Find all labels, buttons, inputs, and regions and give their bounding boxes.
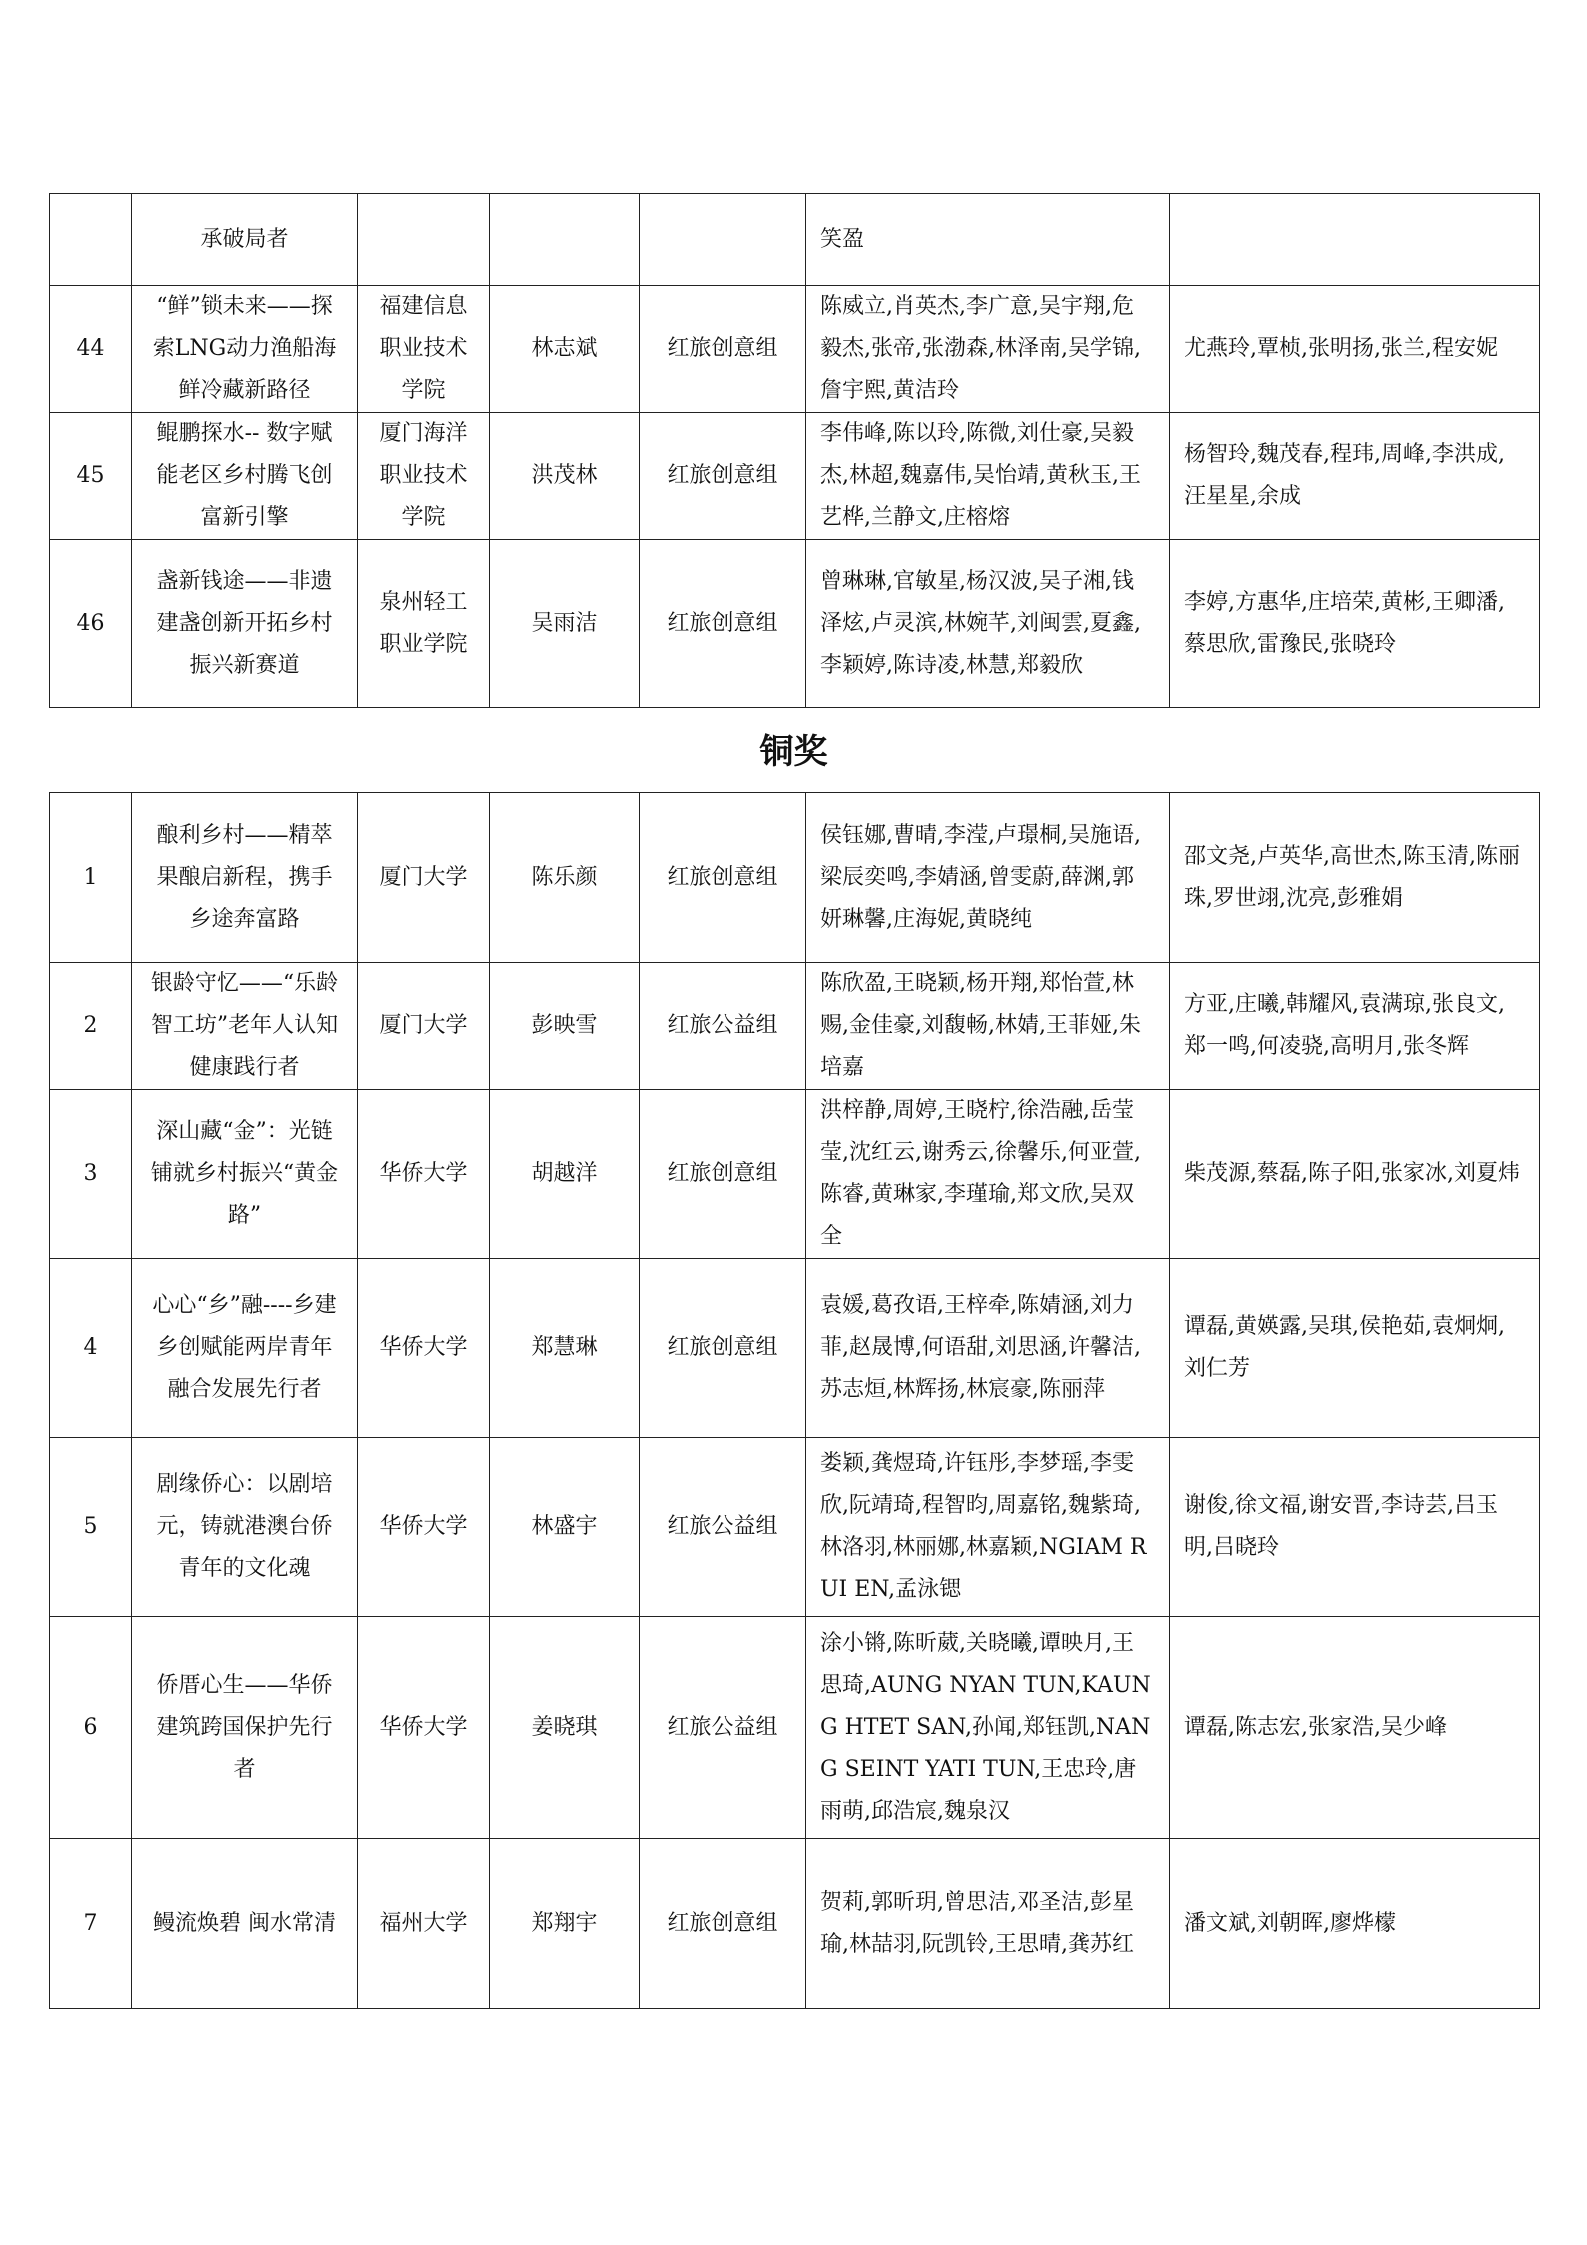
row-number: 5 [50, 1438, 132, 1617]
project-name: 心心“乡”融----乡建乡创赋能两岸青年融合发展先行者 [132, 1259, 358, 1438]
project-name: 银龄守忆——“乐龄智工坊”老年人认知健康践行者 [132, 963, 358, 1090]
entry-group: 红旅创意组 [640, 413, 806, 540]
project-name: 盏新钱途——非遗建盏创新开拓乡村振兴新赛道 [132, 540, 358, 708]
row-number: 7 [50, 1839, 132, 2009]
team-members: 李伟峰,陈以玲,陈微,刘仕豪,吴毅杰,林超,魏嘉伟,吴怡靖,黄秋玉,王艺桦,兰静文,庄榕熔 [806, 413, 1170, 540]
row-number: 4 [50, 1259, 132, 1438]
advisor-teachers: 方亚,庄曦,韩耀风,袁满琼,张良文,郑一鸣,何凌骁,高明月,张冬辉 [1170, 963, 1540, 1090]
team-leader: 陈乐颜 [490, 793, 640, 963]
school-name: 华侨大学 [358, 1617, 490, 1839]
team-leader: 姜晓琪 [490, 1617, 640, 1839]
project-name: 深山藏“金”：光链铺就乡村振兴“黄金路” [132, 1090, 358, 1259]
table-row [50, 286, 1540, 413]
school-name: 厦门大学 [358, 793, 490, 963]
row-number [50, 194, 132, 286]
award-table-continued [49, 193, 1540, 708]
entry-group: 红旅公益组 [640, 1438, 806, 1617]
entry-group: 红旅创意组 [640, 1090, 806, 1259]
school-name: 华侨大学 [358, 1438, 490, 1617]
row-number: 44 [50, 286, 132, 413]
team-members: 涂小锵,陈昕葳,关晓曦,谭映月,王思琦,AUNG NYAN TUN,KAUNG HTET SAN,孙闻,郑钰凯,NANG SEINT YATI TUN,王忠玲,唐雨萌,邱浩宸,魏泉汉 [806, 1617, 1170, 1839]
team-members: 贺莉,郭昕玥,曾思洁,邓圣洁,彭星瑜,林喆羽,阮凯铃,王思晴,龚苏红 [806, 1839, 1170, 2009]
advisor-teachers: 尤燕玲,覃桢,张明扬,张兰,程安妮 [1170, 286, 1540, 413]
team-members: 曾琳琳,官敏星,杨汉波,吴子湘,钱泽炫,卢灵滨,林婉芊,刘闽雲,夏鑫,李颖婷,陈诗凌,林慧,郑毅欣 [806, 540, 1170, 708]
advisor-teachers: 潘文斌,刘朝晖,廖烨檬 [1170, 1839, 1540, 2009]
school-name: 福州大学 [358, 1839, 490, 2009]
team-members: 娄颖,龚煜琦,许钰彤,李梦瑶,李雯欣,阮靖琦,程智昀,周嘉铭,魏紫琦,林洛羽,林丽娜,林嘉颖,NGIAM RUI EN,孟泳锶 [806, 1438, 1170, 1617]
entry-group: 红旅创意组 [640, 1839, 806, 2009]
row-number: 45 [50, 413, 132, 540]
row-number: 1 [50, 793, 132, 963]
table-row [50, 1839, 1540, 2009]
table-row [50, 793, 1540, 963]
team-leader: 胡越洋 [490, 1090, 640, 1259]
school-name: 厦门大学 [358, 963, 490, 1090]
advisor-teachers: 邵文尧,卢英华,高世杰,陈玉清,陈丽珠,罗世翊,沈亮,彭雅娟 [1170, 793, 1540, 963]
table-row [50, 540, 1540, 708]
advisor-teachers: 李婷,方惠华,庄培荣,黄彬,王卿潘,蔡思欣,雷豫民,张晓玲 [1170, 540, 1540, 708]
table-row [50, 1617, 1540, 1839]
team-members: 陈欣盈,王晓颖,杨开翔,郑怡萱,林赐,金佳豪,刘馥畅,林婧,王菲娅,朱培嘉 [806, 963, 1170, 1090]
entry-group: 红旅创意组 [640, 793, 806, 963]
team-leader: 林志斌 [490, 286, 640, 413]
advisor-teachers: 谭磊,陈志宏,张家浩,吴少峰 [1170, 1617, 1540, 1839]
table-row [50, 1438, 1540, 1617]
project-name: 鳗流焕碧 闽水常清 [132, 1839, 358, 2009]
team-leader: 洪茂林 [490, 413, 640, 540]
project-name: 剧缘侨心：以剧培元，铸就港澳台侨青年的文化魂 [132, 1438, 358, 1617]
advisor-teachers: 谢俊,徐文福,谢安晋,李诗芸,吕玉明,吕晓玲 [1170, 1438, 1540, 1617]
row-number: 46 [50, 540, 132, 708]
team-leader: 吴雨洁 [490, 540, 640, 708]
team-leader [490, 194, 640, 286]
row-number: 2 [50, 963, 132, 1090]
table-row [50, 194, 1540, 286]
school-name: 华侨大学 [358, 1259, 490, 1438]
team-leader: 郑翔宇 [490, 1839, 640, 2009]
project-name: “鲜”锁未来——探索LNG动力渔船海鲜冷藏新路径 [132, 286, 358, 413]
entry-group: 红旅公益组 [640, 963, 806, 1090]
advisor-teachers: 谭磊,黄媖露,吴琪,侯艳茹,袁炯炯,刘仁芳 [1170, 1259, 1540, 1438]
project-name: 鲲鹏探水-- 数字赋能老区乡村腾飞创富新引擎 [132, 413, 358, 540]
advisor-teachers [1170, 194, 1540, 286]
team-leader: 林盛宇 [490, 1438, 640, 1617]
project-name: 承破局者 [132, 194, 358, 286]
entry-group: 红旅公益组 [640, 1617, 806, 1839]
team-members: 侯钰娜,曹晴,李滢,卢璟桐,吴施语,梁辰奕鸣,李婧涵,曾雯蔚,薛渊,郭妍琳馨,庄海妮,黄晓纯 [806, 793, 1170, 963]
advisor-teachers: 柴茂源,蔡磊,陈子阳,张家冰,刘夏炜 [1170, 1090, 1540, 1259]
team-members: 洪梓静,周婷,王晓柠,徐浩融,岳莹莹,沈红云,谢秀云,徐馨乐,何亚萱,陈睿,黄琳家,李瑾瑜,郑文欣,吴双全 [806, 1090, 1170, 1259]
table-row [50, 963, 1540, 1090]
team-members: 袁媛,葛孜语,王梓牵,陈婧涵,刘力菲,赵晟博,何语甜,刘思涵,许馨洁,苏志烜,林辉扬,林宸豪,陈丽萍 [806, 1259, 1170, 1438]
team-members: 笑盈 [806, 194, 1170, 286]
project-name: 酿利乡村——精萃果酿启新程，携手乡途奔富路 [132, 793, 358, 963]
school-name: 福建信息职业技术学院 [358, 286, 490, 413]
entry-group [640, 194, 806, 286]
project-name: 侨厝心生——华侨建筑跨国保护先行者 [132, 1617, 358, 1839]
bronze-award-heading: 铜奖 [759, 732, 828, 772]
team-leader: 郑慧琳 [490, 1259, 640, 1438]
row-number: 3 [50, 1090, 132, 1259]
team-leader: 彭映雪 [490, 963, 640, 1090]
team-members: 陈威立,肖英杰,李广意,吴宇翔,危毅杰,张帝,张渤森,林泽南,吴学锦,詹宇熙,黄洁玲 [806, 286, 1170, 413]
table-row [50, 413, 1540, 540]
bronze-award-table [49, 792, 1540, 2009]
row-number: 6 [50, 1617, 132, 1839]
advisor-teachers: 杨智玲,魏茂春,程玮,周峰,李洪成,汪星星,余成 [1170, 413, 1540, 540]
school-name: 厦门海洋职业技术学院 [358, 413, 490, 540]
entry-group: 红旅创意组 [640, 286, 806, 413]
school-name [358, 194, 490, 286]
school-name: 华侨大学 [358, 1090, 490, 1259]
table-row [50, 1090, 1540, 1259]
entry-group: 红旅创意组 [640, 1259, 806, 1438]
entry-group: 红旅创意组 [640, 540, 806, 708]
school-name: 泉州轻工职业学院 [358, 540, 490, 708]
table-row [50, 1259, 1540, 1438]
